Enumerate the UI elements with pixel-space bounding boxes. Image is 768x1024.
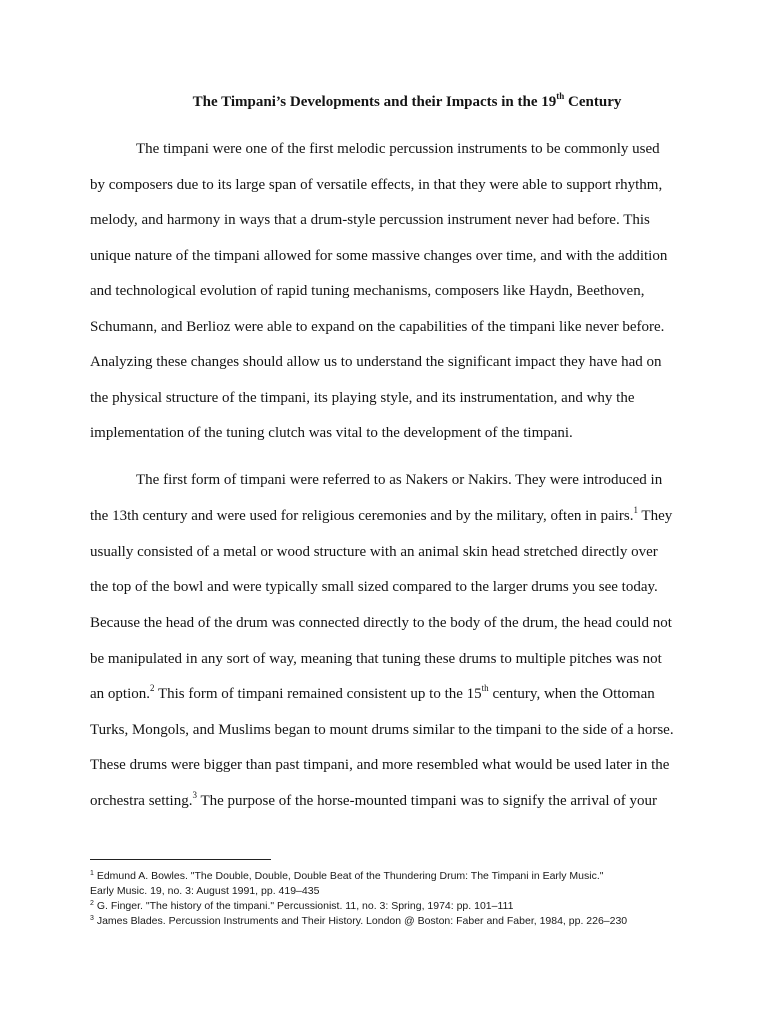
title-end: Century [564, 94, 622, 110]
footnote-ref-3[interactable]: 3 [192, 790, 197, 800]
paragraph-line: and technological evolution of rapid tuning mechanisms, composers like Haydn, Beethoven, [90, 283, 645, 299]
paragraph-line [90, 506, 672, 526]
footnote-text: Edmund A. Bowles. "The Double, Double, Double Beat of the Thundering Drum: The Timpani in Early Music." [93, 870, 604, 882]
paragraph-line: the physical structure of the timpani, its playing style, and its instrumentation, and why the [90, 390, 635, 406]
paragraph-line: implementation of the tuning clutch was vital to the development of the timpani. [90, 425, 573, 441]
paragraph-line [90, 791, 657, 811]
line-text: century, when the Ottoman [488, 686, 655, 702]
footnote-1 [90, 869, 710, 884]
footnote-mark: 2 [90, 899, 94, 907]
paragraph-line: The timpani were one of the first melodic percussion instruments to be commonly used [136, 141, 660, 157]
footnote-2 [90, 899, 710, 914]
line-text: the 13th century and were used for religious ceremonies and by the military, often in pairs. [90, 508, 634, 524]
line-text: an option. [90, 686, 150, 702]
paragraph-line: Analyzing these changes should allow us to understand the significant impact they have had on [90, 354, 662, 370]
paragraph-line: usually consisted of a metal or wood structure with an animal skin head stretched directly over [90, 544, 658, 560]
footnote-ref-2[interactable]: 2 [150, 683, 155, 693]
title-main: The Timpani’s Developments and their Impacts in the 19 [192, 94, 557, 110]
footnote-text: G. Finger. "The history of the timpani." Percussionist. 11, no. 3: Spring, 1974: pp. 101–111 [93, 900, 514, 912]
paragraph-line: These drums were bigger than past timpani, and more resembled what would be used later in the [90, 757, 670, 773]
paragraph-line: melody, and harmony in ways that a drum-style percussion instrument never had before. This [90, 212, 650, 228]
paragraph-line: be manipulated in any sort of way, meaning that tuning these drums to multiple pitches was not [90, 651, 662, 667]
document-title [0, 93, 768, 111]
line-text: This form of timpani remained consistent up to the 15 [154, 686, 482, 702]
superscript-th: th [481, 683, 489, 693]
line-text: The purpose of the horse-mounted timpani was to signify the arrival of your [196, 793, 658, 809]
footnote-1-continued: Early Music. 19, no. 3: August 1991, pp. 419–435 [90, 885, 320, 897]
footnotes [90, 869, 710, 929]
paragraph-line: the top of the bowl and were typically small sized compared to the larger drums you see today. [90, 579, 658, 595]
paragraph-line: Schumann, and Berlioz were able to expand on the capabilities of the timpani like never before. [90, 319, 665, 335]
footnote-text: James Blades. Percussion Instruments and Their History. London @ Boston: Faber and Faber, 1984, pp. 226–230 [93, 915, 628, 927]
line-text: orchestra setting. [90, 793, 193, 809]
footnote-mark: 3 [90, 914, 94, 922]
paragraph-line: The first form of timpani were referred to as Nakers or Nakirs. They were introduced in [136, 472, 663, 488]
footnote-separator [90, 859, 271, 860]
paragraph-line: unique nature of the timpani allowed for some massive changes over time, and with the addition [90, 248, 668, 264]
footnote-ref-1[interactable]: 1 [633, 505, 638, 515]
paragraph-line: by composers due to its large span of versatile effects, in that they were able to support rhythm, [90, 177, 663, 193]
paragraph-line [90, 684, 655, 704]
footnote-3 [90, 914, 710, 929]
footnote-mark: 1 [90, 869, 94, 877]
title-superscript: th [556, 91, 565, 101]
paragraph-line: Turks, Mongols, and Muslims began to mount drums similar to the timpani to the side of a horse. [90, 722, 674, 738]
line-text: They [637, 508, 673, 524]
paragraph-line: Because the head of the drum was connected directly to the body of the drum, the head could not [90, 615, 672, 631]
